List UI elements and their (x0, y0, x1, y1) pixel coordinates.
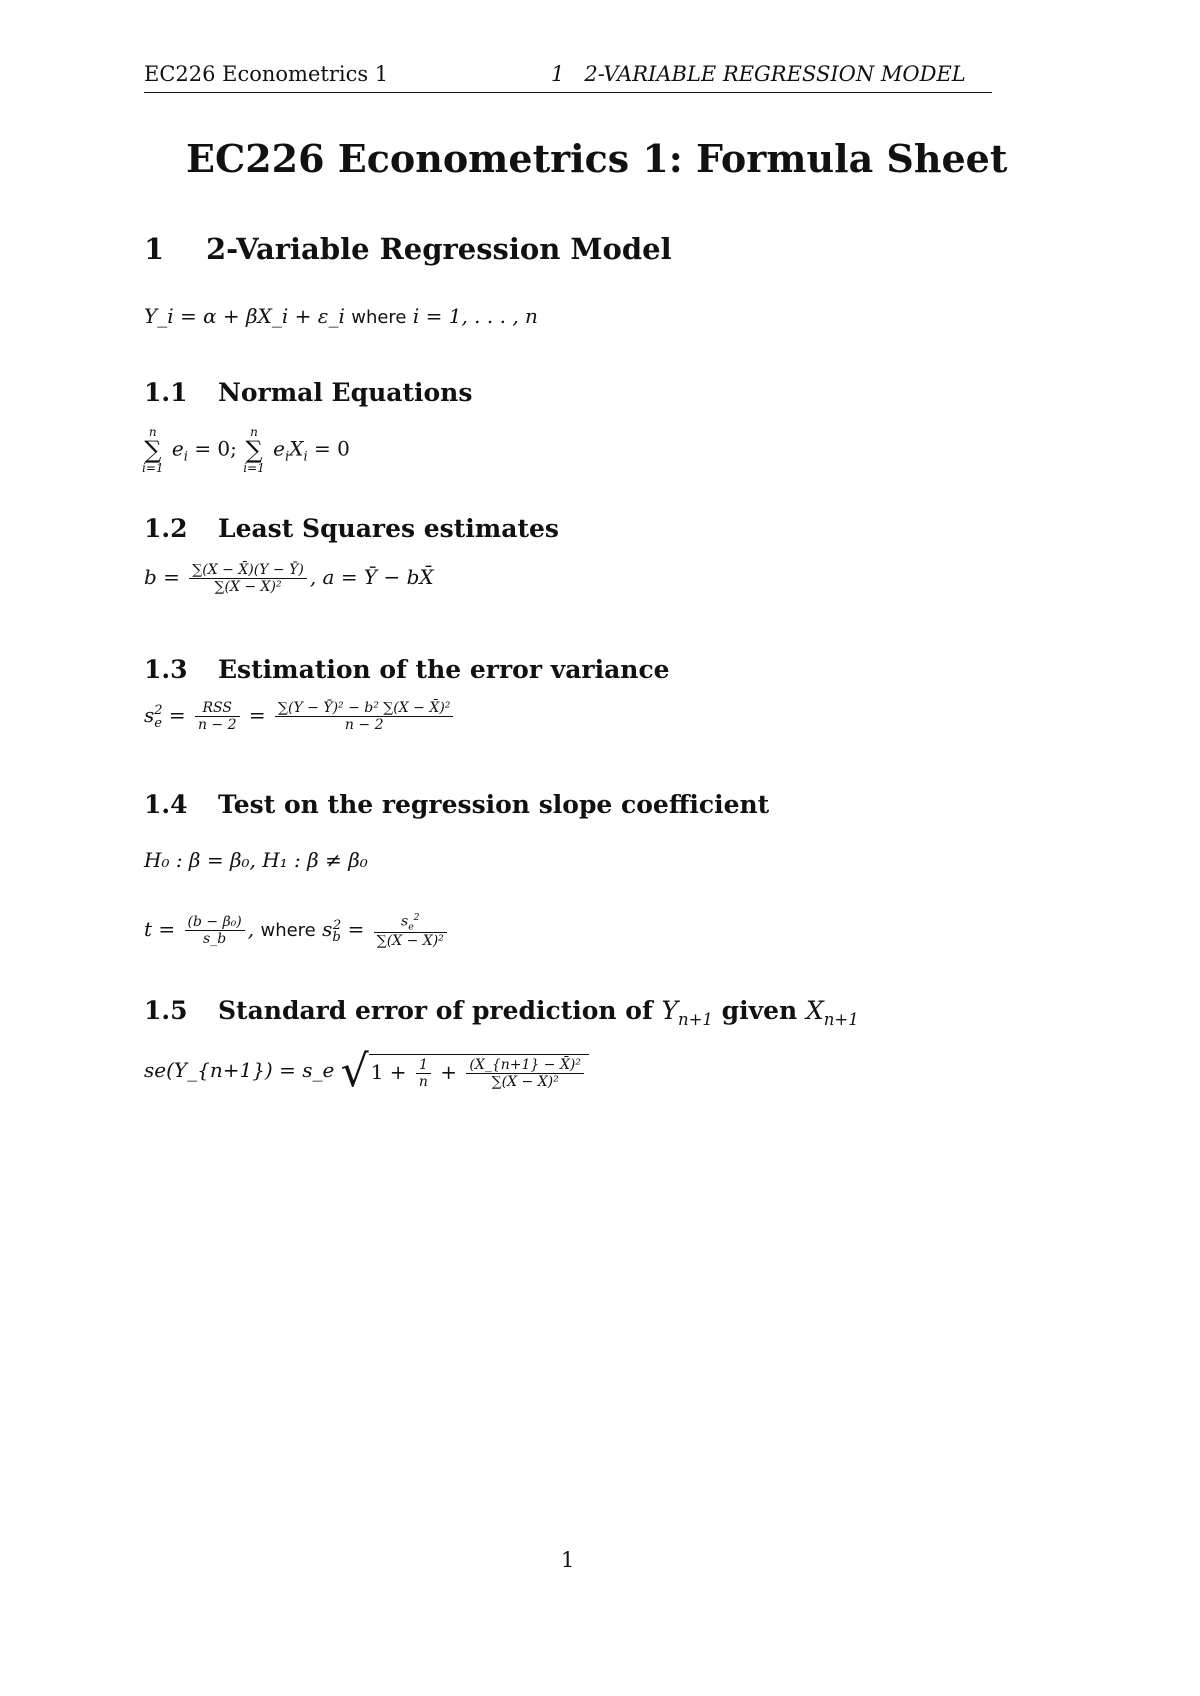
running-header-left: EC226 Econometrics 1 (144, 62, 389, 86)
subsection-heading-1-3 (144, 655, 670, 684)
section-number: 1 (144, 232, 165, 266)
variance-denominator: n − 2 (344, 717, 384, 733)
subsection-number: 1.1 (144, 378, 188, 407)
t-numerator: (b − β₀) (185, 914, 245, 931)
one-over-n-numerator: 1 (416, 1057, 431, 1074)
b-fraction (189, 562, 307, 595)
rss-numerator: RSS (195, 700, 240, 717)
radical-sign: √ (340, 1046, 369, 1097)
prediction-denominator: ∑(X − X̄)² (491, 1073, 559, 1090)
prediction-lhs: se(Y_{n+1}) = s_e (144, 1058, 335, 1082)
b-denominator: ∑(X − X̄)² (214, 579, 282, 595)
one-over-n-denominator: n (418, 1073, 428, 1090)
sb-numerator: $s_e^2$ (374, 912, 447, 933)
sum-upper-limit: n (148, 425, 157, 439)
section-heading (144, 232, 672, 266)
subsection-title-var2: X (805, 996, 824, 1025)
subsection-title-mid: given (721, 996, 798, 1025)
running-header-title: 2-VARIABLE REGRESSION MODEL (584, 62, 966, 86)
t-statistic-formula: t = $\frac{\text{(b − β₀)}}{s\_b}$ , where $s_b^2$ = $\frac{s_e^2}{\text{∑(X − X̄)²}}$ (144, 912, 450, 949)
normal-eq-second-rhs: = 0 (314, 436, 350, 461)
subsection-number: 1.2 (144, 514, 188, 543)
prediction-one: 1 + (370, 1059, 407, 1084)
hypotheses: H₀ : β = β₀, H₁ : β ≠ β₀ (144, 848, 368, 872)
a-expression: a = Ȳ − bX̄ (322, 565, 434, 589)
sum-upper-limit: n (250, 425, 258, 439)
page-title: EC226 Econometrics 1: Formula Sheet (186, 136, 1008, 181)
subsection-title-sub1: n+1 (677, 1010, 713, 1029)
sum-lower-limit: i=1 (142, 461, 164, 475)
subsection-title: Estimation of the error variance (218, 655, 670, 684)
sb-fraction (374, 912, 447, 949)
header-rule (144, 92, 992, 93)
model-equation-text: Y_i = α + βX_i + ε_i (144, 304, 345, 328)
sum-operator: n ∑ i=1 (142, 425, 164, 475)
sum-lower-limit: i=1 (243, 461, 265, 475)
model-index-range: i = 1, . . . , n (412, 304, 538, 328)
subsection-title: Test on the regression slope coefficient (218, 790, 770, 819)
subsection-title: Least Squares estimates (218, 514, 559, 543)
t-where: where (260, 920, 316, 942)
t-fraction (185, 914, 245, 947)
square-root (341, 1046, 589, 1097)
t-denominator: s_b (203, 931, 227, 948)
subsection-heading-1-4 (144, 790, 769, 819)
error-variance-formula: $s_e^2$ = $\frac{\text{RSS}}{n - 2}$ = $\frac{\text{∑(Y − Ȳ)² − b² ∑(X − X̄)²}}{n - 2}$ (144, 700, 456, 733)
prediction-numerator: (X_{n+1} − X̄)² (466, 1057, 584, 1074)
subsection-heading-1-1 (144, 378, 472, 407)
prediction-se-formula (144, 1046, 589, 1097)
subsection-number: 1.5 (144, 996, 188, 1025)
subsection-heading-1-2 (144, 514, 559, 543)
rss-fraction (195, 700, 240, 733)
subsection-number: 1.3 (144, 655, 188, 684)
running-header-number: 1 (551, 62, 565, 86)
b-numerator: ∑(X − X̄)(Y − Ȳ) (189, 562, 307, 579)
page-number: 1 (561, 1548, 575, 1572)
model-where: where (351, 307, 407, 328)
sum-operator: n ∑ i=1 (243, 425, 265, 475)
sb-denominator: ∑(X − X̄)² (376, 933, 444, 950)
normal-eq-first-rhs: = 0; (194, 436, 237, 461)
variance-fraction (275, 700, 453, 733)
subsection-number: 1.4 (144, 790, 188, 819)
subsection-title: Normal Equations (218, 378, 473, 407)
subsection-title-sub2: n+1 (823, 1010, 859, 1029)
subsection-heading-1-5 (144, 996, 859, 1029)
prediction-plus: + (440, 1059, 458, 1084)
prediction-fraction (466, 1057, 584, 1090)
model-equation (144, 304, 538, 328)
running-header-right (551, 62, 966, 86)
subsection-title-var1: Y (661, 996, 678, 1025)
variance-numerator: ∑(Y − Ȳ)² − b² ∑(X − X̄)² (275, 700, 453, 717)
section-title: 2-Variable Regression Model (206, 232, 672, 266)
one-over-n-fraction (416, 1057, 431, 1090)
least-squares-formula: b = $\frac{\sum(X - X̄)(Y - Ȳ)}{\text{∑(X − X̄)²}}$ , a = Ȳ − bX̄ (144, 562, 434, 595)
subsection-title-prefix: Standard error of prediction of (218, 996, 653, 1025)
rss-denominator: n − 2 (197, 717, 237, 733)
normal-equations-formula: n ∑ i=1 $e_i = 0$; n ∑ i=1 $e_iX_i = 0$ (142, 425, 350, 475)
